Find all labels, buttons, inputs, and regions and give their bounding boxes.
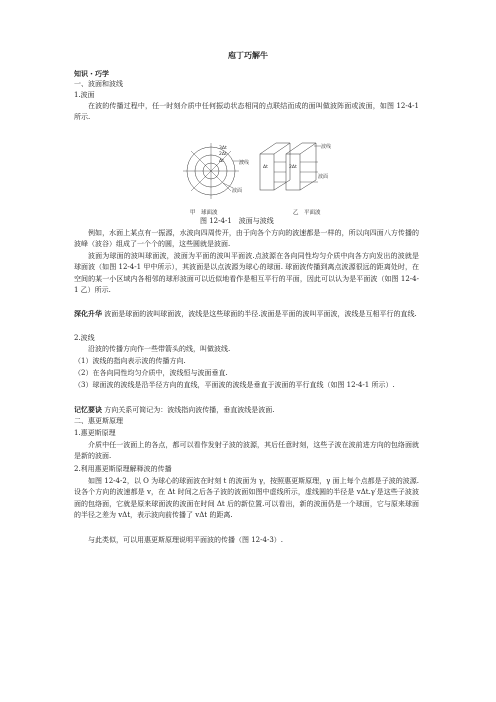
deep-note: [74, 308, 419, 320]
paragraph-example: 例如，水面上某点有一振源，水波向四周传开，由于向各个方向的波速都是一样的，所以向四面八方传播的波峰（波谷）组成了一个个的圆，这些圆就是波面.: [74, 229, 419, 249]
label-dt-plane: Δt: [263, 165, 268, 170]
subheading-explain: 2.利用惠更斯原理解释波的传播: [74, 465, 172, 473]
paragraph-plane-similar: 与此类似，可以用惠更斯原理说明平面波的传播（图 12-4-3）.: [88, 536, 283, 544]
figure-plane-wave: [258, 140, 338, 208]
subheading-wave-line: 2.波线: [74, 334, 95, 342]
label-wave-surface-right: 波面: [318, 174, 329, 180]
label-2dt-plane: 2Δt: [289, 165, 297, 170]
figure-spherical-wave: [183, 140, 253, 208]
figure-caption: 图 12-4-1 波面与波线: [200, 217, 274, 225]
memo-note: [74, 404, 274, 416]
paragraph-wave-line: 沿波的传播方向作一些带箭头的线，叫做波线.: [88, 345, 231, 353]
list-item-1: （1）波线的指向表示波的传播方向.: [74, 357, 186, 365]
label-wave-surface-left: 波面: [232, 188, 243, 194]
paragraph-wave-surface: 在波的传播过程中，任一时刻介质中任何振动状态相同的点联结而成的面叫做波阵面或波面，如图 12-4-1 所示.: [74, 102, 419, 122]
label-wave-line-left: 波线: [239, 160, 250, 166]
memo-text: 方向关系可简记为：波线指向波传播，垂直波线是波面.: [104, 406, 275, 414]
subheading-huygens: 1.惠更斯原理: [74, 429, 116, 437]
paragraph-sphere-plane: 波面为球面的波叫球面波，波面为平面的波叫平面波.点波源在各向同性均匀介质中向各方向发出的波就是球面波（如图 12-4-1 甲中所示），其波面是以点波源为球心的球面. 球面波传播到离点波源很远的距离处时，在空间的某一小区域内各相邻的球形波面可以近似地看作是相互平行的平面，因此可以认为是平面波（如图 12-4-1 乙）所示.: [74, 252, 419, 294]
label-3dt: 3Δt: [219, 146, 227, 151]
subheading-wave-surface: 1.波面: [74, 91, 95, 99]
list-item-2: （2）在各向同性均匀介质中，波线恒与波面垂直.: [74, 369, 228, 377]
figure-sublabel-right: 乙 平面波: [293, 210, 321, 216]
page-title: 庖丁巧解牛: [228, 50, 268, 60]
heading-2: 二、惠更斯原理: [74, 417, 123, 425]
label-wave-line-right: 波线: [321, 144, 332, 150]
list-item-3: （3）球面波的波线是沿半径方向的直线，平面波的波线是垂直于波面的平行直线（如图 12-4-1 所示）.: [74, 381, 395, 389]
section-heading: 知识・巧学: [74, 69, 109, 78]
figure-sublabel-left: 甲 球面波: [190, 210, 218, 216]
deep-note-text: 波面是球面的波叫球面波，波线是这些球面的半径.波面是平面的波叫平面波，波线是互相平行的直线.: [104, 310, 417, 318]
memo-label: 记忆要诀: [74, 405, 102, 414]
paragraph-huygens: 介质中任一波面上的各点，都可以看作发射子波的波源，其后任意时刻，这些子波在波前进方向的包络面就是新的波面.: [74, 441, 419, 461]
paragraph-explain: 如图 12-4-2，以 O 为球心的球面波在时刻 t 的波面为 γ，按照惠更斯原理，γ 面上每个点都是子波的波源.设各个方向的波速都是 v，在 Δt 时间之后各子波的波面如图中虚线所示，虚线圆的半径是 vΔt.γ′是这些子波波面的包络面，它就是原来球面波的波面在时间 Δt 后的新位置.可以看出，新的波面仍是一个球面，它与原来球面的半径之差为 vΔt，表示波向前传播了 vΔt 的距离.: [74, 477, 419, 519]
heading-1: 一、波面和波线: [74, 80, 123, 88]
label-dt: Δt: [219, 159, 224, 164]
deep-note-label: 深化升华: [74, 309, 102, 318]
label-2dt: 2Δt: [219, 152, 227, 157]
